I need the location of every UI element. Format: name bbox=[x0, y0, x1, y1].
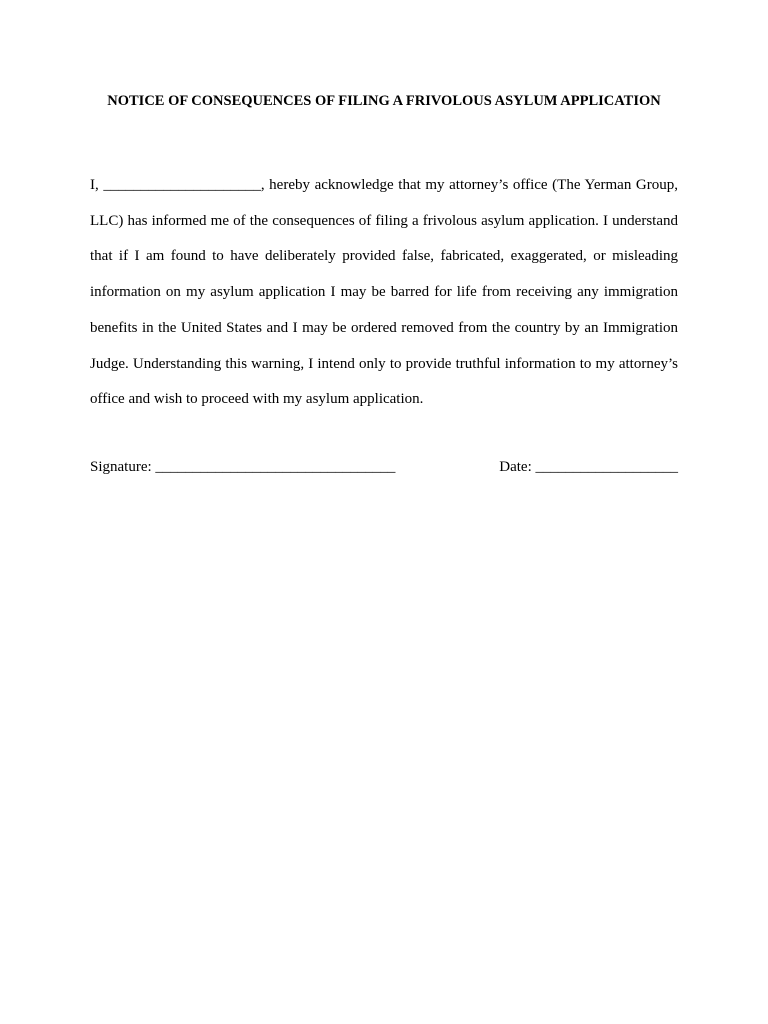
signature-field bbox=[90, 459, 395, 476]
signature-row bbox=[90, 459, 678, 479]
acknowledgment-paragraph bbox=[90, 168, 678, 418]
signature-blank[interactable]: ________________________________ bbox=[155, 459, 396, 475]
paragraph-prefix: I, bbox=[90, 177, 104, 193]
date-field bbox=[499, 459, 678, 476]
name-blank[interactable]: _____________________ bbox=[103, 177, 261, 193]
document-title: NOTICE OF CONSEQUENCES OF FILING A FRIVOLOUS ASYLUM APPLICATION bbox=[107, 93, 661, 109]
acknowledgment-text: , hereby acknowledge that my attorney’s office (The Yerman Group, LLC) has informed me of the consequences of filing a frivolous asylum application. I understand that if I am found to have deliberately provided false, fabricated, exaggerated, or misleading information on my asylum application I may be barred for life from receiving any immigration benefits in the United States and I may be ordered removed from the country by an Immigration Judge. Understanding this warning, I intend only to provide truthful information to my attorney’s office and wish to proceed with my asylum application. bbox=[90, 177, 678, 408]
date-blank[interactable]: ___________________ bbox=[535, 459, 678, 475]
signature-label: Signature: bbox=[90, 459, 156, 475]
date-label: Date: bbox=[499, 459, 536, 475]
